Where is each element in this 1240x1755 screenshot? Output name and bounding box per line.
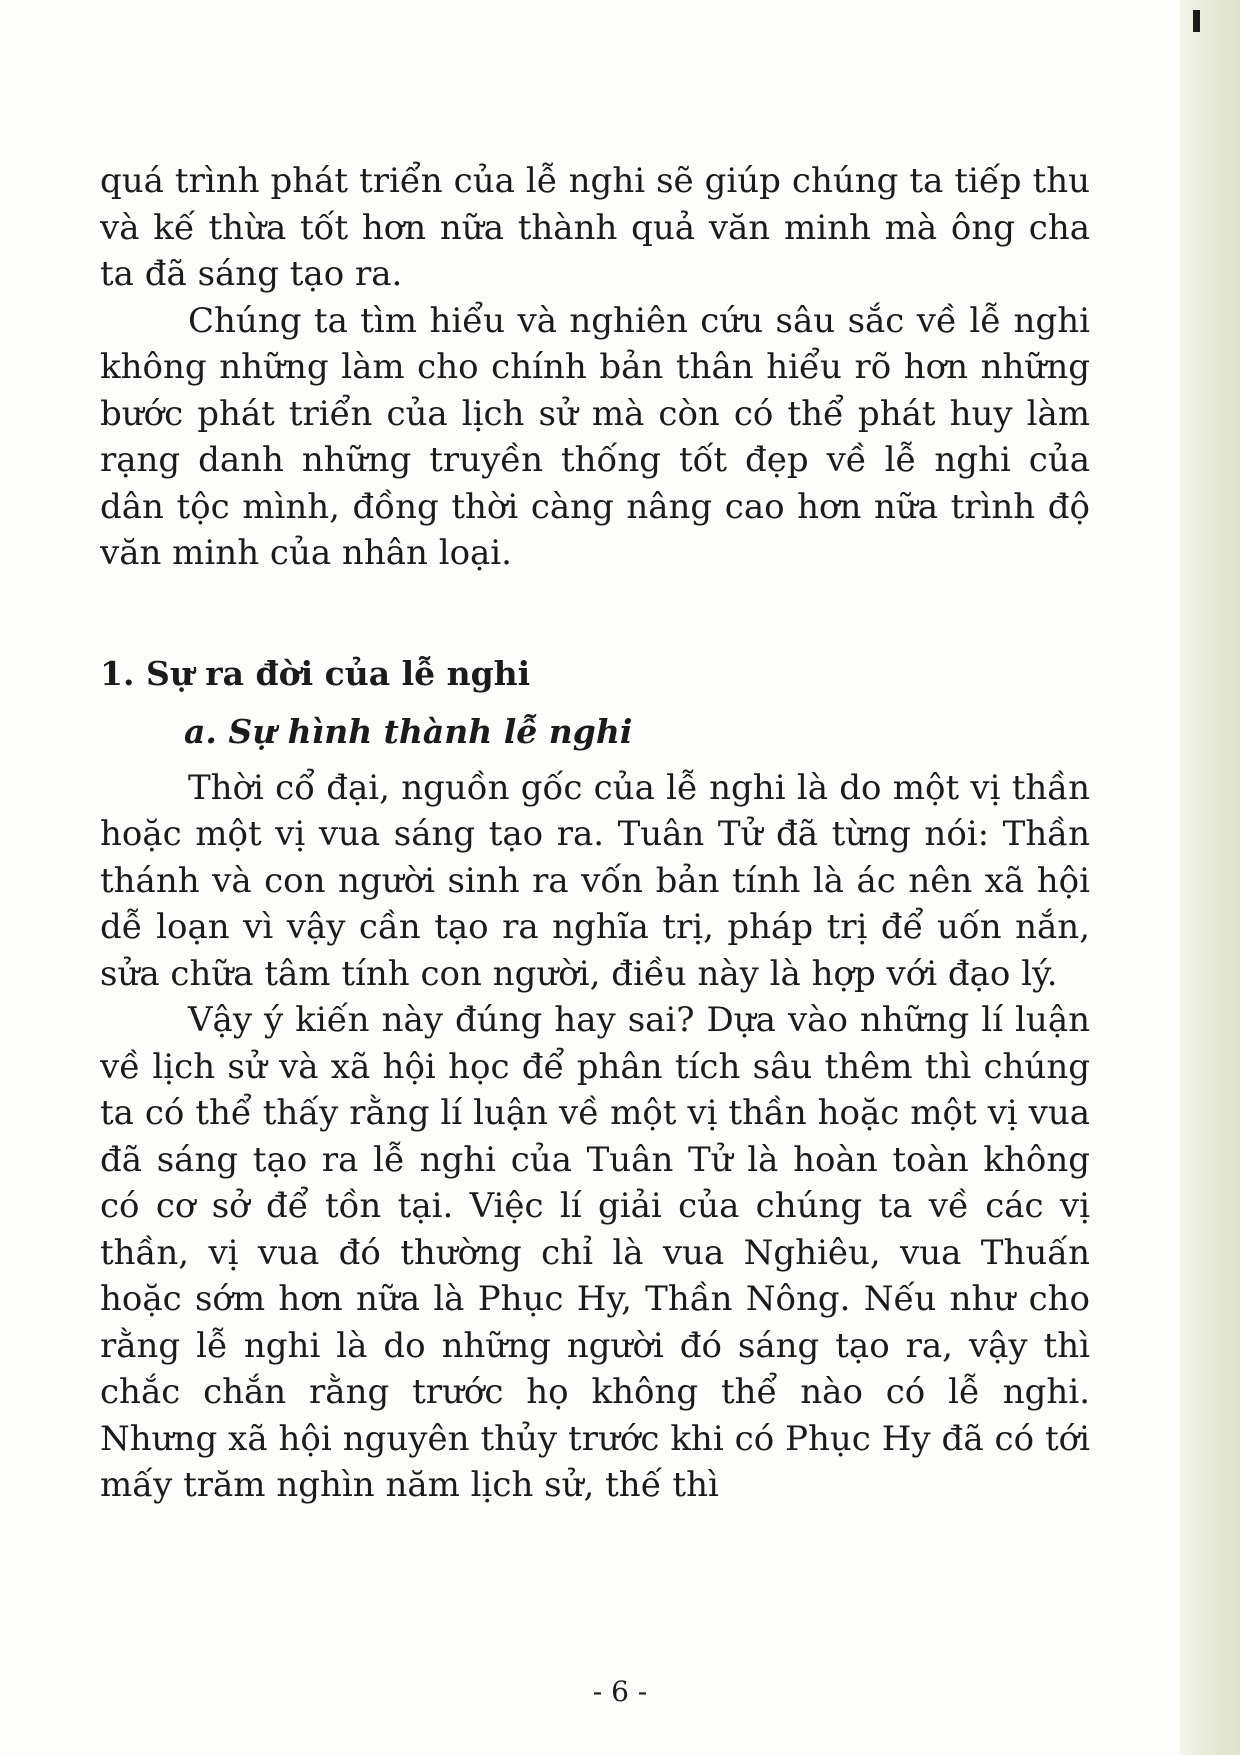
page-number: - 6 - <box>592 1675 648 1708</box>
spine-mark <box>1193 10 1200 32</box>
subsection-heading: a. Sự hình thành lễ nghi <box>184 711 633 751</box>
paragraph-ancient-origin: Thời cổ đại, nguồn gốc của lễ nghi là do một vị thần hoặc một vị vua sáng tạo ra. Tuân Tử đã từng nói: Thần thánh và con người sinh ra vốn bản tính là ác nên xã hội dễ loạn vì vậy cần tạo ra nghĩa trị, pháp trị để uốn nắn, sửa chữa tâm tính con người, điều này là hợp với đạo lý. <box>100 767 1090 994</box>
book-spine-edge <box>1180 0 1240 1755</box>
paragraph-study-significance: Chúng ta tìm hiểu và nghiên cứu sâu sắc về lễ nghi không những làm cho chính bản thân hiểu rõ hơn những bước phát triển của lịch sử mà còn có thể phát huy làm rạng danh những truyền thống tốt đẹp về lễ nghi của dân tộc mình, đồng thời càng nâng cao hơn nữa trình độ văn minh của nhân loại. <box>100 300 1090 573</box>
section-heading: 1. Sự ra đời của lễ nghi <box>100 653 531 693</box>
paragraph-analysis: Vậy ý kiến này đúng hay sai? Dựa vào những lí luận về lịch sử và xã hội học để phân tích sâu thêm thì chúng ta có thể thấy rằng lí luận về một vị thần hoặc một vị vua đã sáng tạo ra lễ nghi của Tuân Tử là hoàn toàn không có cơ sở để tồn tại. Việc lí giải của chúng ta về các vị thần, vị vua đó thường chỉ là vua Nghiêu, vua Thuấn hoặc sớm hơn nữa là Phục Hy, Thần Nông. Nếu như cho rằng lễ nghi là do những người đó sáng tạo ra, vậy thì chắc chắn rằng trước họ không thể nào có lễ nghi. Nhưng xã hội nguyên thủy trước khi có Phục Hy đã có tới mấy trăm nghìn năm lịch sử, thế thì <box>100 1000 1090 1505</box>
page-body <box>100 158 1090 1509</box>
paragraph-continuation: quá trình phát triển của lễ nghi sẽ giúp chúng ta tiếp thu và kế thừa tốt hơn nữa thành quả văn minh mà ông cha ta đã sáng tạo ra. <box>100 161 1090 294</box>
